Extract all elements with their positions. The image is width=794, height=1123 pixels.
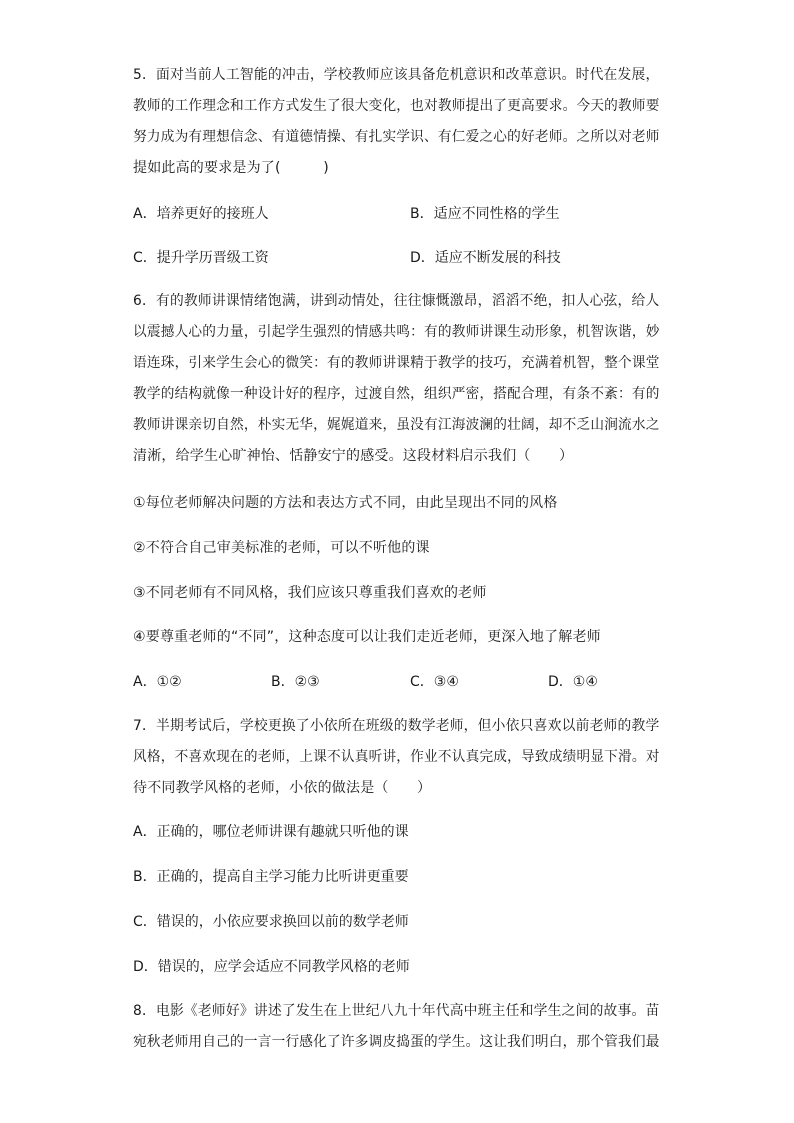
question-5-line-2: 教师的工作理念和工作方式发生了很大变化，也对教师提出了更高要求。今天的教师要 <box>133 98 660 114</box>
question-6-option-b: B．②③ <box>271 674 320 690</box>
question-7-option-b: B．正确的，提高自主学习能力比听讲更重要 <box>133 869 409 885</box>
question-6-line-2: 以震撼人心的力量，引起学生强烈的情感共鸣：有的教师讲课生动形象，机智诙谐，妙 <box>133 324 660 340</box>
question-5-line-3: 努力成为有理想信念、有道德情操、有扎实学识、有仁爱之心的好老师。之所以对老师 <box>133 129 660 145</box>
question-6-statement-4: ④要尊重老师的“不同”，这种态度可以让我们走近老师，更深入地了解老师 <box>133 629 601 645</box>
question-5-line-4: 提如此高的要求是为了( ) <box>133 160 329 176</box>
question-6-statement-1: ①每位老师解决问题的方法和表达方式不同，由此呈现出不同的风格 <box>133 495 558 511</box>
question-7-line-2: 风格，不喜欢现在的老师，上课不认真听讲，作业不认真完成，导致成绩明显下滑。对 <box>133 749 660 765</box>
question-6-line-1: 6．有的教师讲课情绪饱满，讲到动情处，往往慷慨激昂，滔滔不绝，扣人心弦，给人 <box>133 293 660 309</box>
question-6-option-a: A．①② <box>133 674 182 690</box>
question-6-line-4: 教学的结构就像一种设计好的程序，过渡自然，组织严密，搭配合理，有条不紊：有的 <box>133 386 660 402</box>
question-5-option-b: B．适应不同性格的学生 <box>410 206 560 222</box>
question-5-line-1: 5．面对当前人工智能的冲击，学校教师应该具备危机意识和改革意识。时代在发展， <box>133 67 660 83</box>
question-6-option-c: C．③④ <box>410 674 459 690</box>
question-8-line-1: 8．电影《老师好》讲述了发生在上世纪八九十年代高中班主任和学生之间的故事。苗 <box>133 1003 660 1019</box>
question-5-option-d: D．适应不断发展的科技 <box>410 250 561 266</box>
question-7-option-d: D．错误的，应学会适应不同教学风格的老师 <box>133 959 410 975</box>
question-7-option-a: A．正确的，哪位老师讲课有趣就只听他的课 <box>133 824 409 840</box>
question-6-option-d: D．①④ <box>548 674 598 690</box>
question-7-line-3: 待不同教学风格的老师，小依的做法是（ ） <box>133 780 432 796</box>
question-6-line-5: 教师讲课亲切自然，朴实无华，娓娓道来，虽没有江海波澜的壮阔，却不乏山涧流水之 <box>133 417 660 433</box>
question-6-statement-3: ③不同老师有不同风格，我们应该只尊重我们喜欢的老师 <box>133 585 487 601</box>
question-6-statement-2: ②不符合自己审美标准的老师，可以不听他的课 <box>133 540 430 556</box>
question-5-option-a: A．培养更好的接班人 <box>133 206 269 222</box>
question-7-option-c: C．错误的，小依应要求换回以前的数学老师 <box>133 914 409 930</box>
question-7-line-1: 7．半期考试后，学校更换了小依所在班级的数学老师，但小依只喜欢以前老师的教学 <box>133 718 660 734</box>
question-6-line-3: 语连珠，引来学生会心的微笑：有的教师讲课精于教学的技巧，充满着机智，整个课堂 <box>133 355 660 371</box>
question-6-line-6: 清淅，给学生心旷神怡、恬静安宁的感受。这段材料启示我们（ ） <box>133 448 574 464</box>
question-8-line-2: 宛秋老师用自己的一言一行感化了许多调皮捣蛋的学生。这让我们明白，那个管我们最 <box>133 1034 660 1050</box>
question-5-option-c: C．提升学历晋级工资 <box>133 250 269 266</box>
